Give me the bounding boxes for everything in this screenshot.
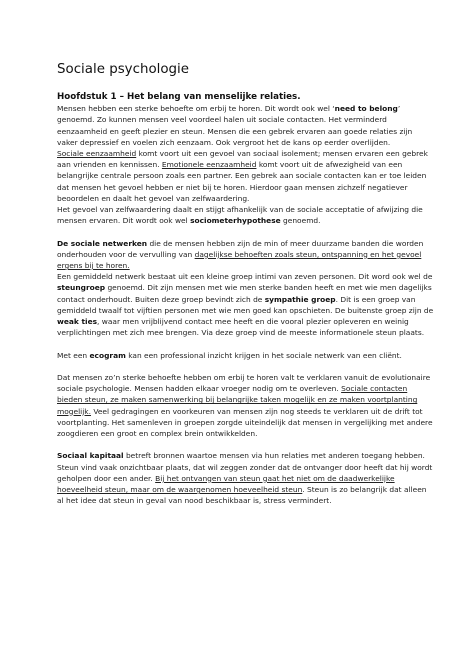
document-title: Sociale psychologie (57, 62, 190, 77)
term-sociale-netwerken: De sociale netwerken (57, 238, 148, 248)
text-span: die de mensen hebben zijn de min of meer duurzame banden die worden onderhouden voor de vervulling van (57, 238, 424, 259)
text-span: genoemd. Dit zijn mensen met wie men sterke banden heeft en met wie men dagelijks contact onderhoudt. Buiten deze groep bevindt zich de (57, 283, 432, 304)
text-span: Met een (57, 350, 90, 360)
underlined-phrase: Sociale contacten bieden steun, ze maken samenwerking bij belangrijke taken mogelijk en ze maken voortplanting mogelijk. (57, 384, 418, 416)
text-span: komt voort uit een gevoel van sociaal isolement; mensen ervaren een gebrek aan vrienden en kennissen. (57, 149, 428, 170)
term-sociaal-kapitaal: Sociaal kapitaal (57, 451, 124, 461)
chapter-heading: Hoofdstuk 1 – Het belang van menselijke relaties. (57, 92, 301, 102)
text-span: . Dit is een groep van gemiddeld twaalf tot vijftien personen met wie men goed kan opschieten. De buitenste groep zijn de (57, 294, 434, 315)
paragraph-ecogram (57, 350, 434, 361)
term-weak-ties: weak ties (57, 317, 98, 327)
text-span: betreft bronnen waartoe mensen via hun relaties met anderen toegang hebben. Steun vind vaak onzichtbaar plaats, dat wil zeggen zonder dat de ontvanger door heeft dat hij wordt geholpen door een ander. (57, 451, 433, 483)
text-span: genoemd. (280, 216, 321, 226)
term-emotionele-eenzaamheid: Emotionele eenzaamheid (161, 160, 257, 170)
paragraph-sociale-netwerken (57, 238, 434, 339)
text-span: Mensen hebben een sterke behoefte om erbij te horen. Dit wordt ook wel ‘ (57, 104, 335, 114)
term-sympathie-groep: sympathie groep (264, 294, 336, 304)
term-need-to-belong: need to belong (334, 104, 398, 114)
term-ecogram: ecogram (89, 350, 126, 360)
text-span: . Steun is zo belangrijk dat alleen al het idee dat steun in geval van nood beschikbaar is, stress vermindert. (57, 485, 427, 506)
paragraph-eenzaamheid (57, 148, 434, 226)
text-span: Het gevoel van zelfwaardering daalt en stijgt afhankelijk van de sociale acceptatie of afwijzing die mensen ervaren. Dit wordt ook wel (57, 205, 423, 226)
text-span: Een gemiddeld netwerk bestaat uit een kleine groep intimi van zeven personen. Dit word ook wel de (57, 272, 433, 282)
underlined-phrase: Bij het ontvangen van steun gaat het niet om de daadwerkelijke hoeveelheid steun, maar om de waargenomen hoeveelheid steun (57, 473, 395, 495)
text-span: , waar men vrijblijvend contact mee heeft en die vooral plezier opleveren en weinig verplichtingen met zich mee brengen. Via deze groep vind de meeste informationele steun plaats. (57, 317, 425, 338)
text-span: kan een professional inzicht krijgen in het sociale netwerk van een cliënt. (125, 350, 402, 360)
term-steungroep: steungroep (57, 283, 106, 293)
text-span: komt voort uit de afwezigheid van een belangrijke centrale persoon zoals een partner. Een gebrek aan sociale contacten kan er toe leiden dat mensen het gevoel hebben er niet bij te horen. Hierdoor gaan mensen zichzelf negatiever beoordelen en daalt het gevoel van zelfwaardering. (57, 160, 427, 203)
paragraph-evolutie (57, 372, 434, 439)
term-sociometerhypothese: sociometerhypothese (190, 216, 281, 226)
text-span: ’ genoemd. Zo kunnen mensen veel voordeel halen uit sociale contacten. Het verminderd eenzaamheid en geeft plezier en steun. Mensen die een gebrek ervaren aan goede relaties zijn vaker depressief en voelen zich eenzaam. Ook vergroot het de kans op eerder overlijden. (57, 104, 413, 147)
term-sociale-eenzaamheid: Sociale eenzaamheid (57, 149, 137, 159)
text-span: Veel gedragingen en voorkeuren van mensen zijn nog steeds te verklaren uit de drift tot voortplanting. Het samenleven in groepen zorgde uiteindelijk dat mensen in vergelijking met andere zoogdieren een groot en complex brein ontwikkelden. (57, 406, 433, 439)
paragraph-sociaal-kapitaal (57, 450, 434, 506)
underlined-phrase: dagelijkse behoeften zoals steun, ontspanning en het gevoel ergens bij te horen. (57, 249, 422, 271)
text-span: Dat mensen zo’n sterke behoefte hebben om erbij te horen valt te verklaren vanuit de evolutionaire sociale psychologie. Mensen hadden elkaar vroeger nodig om te overleven. (57, 373, 431, 394)
paragraph-need-to-belong (57, 103, 434, 148)
